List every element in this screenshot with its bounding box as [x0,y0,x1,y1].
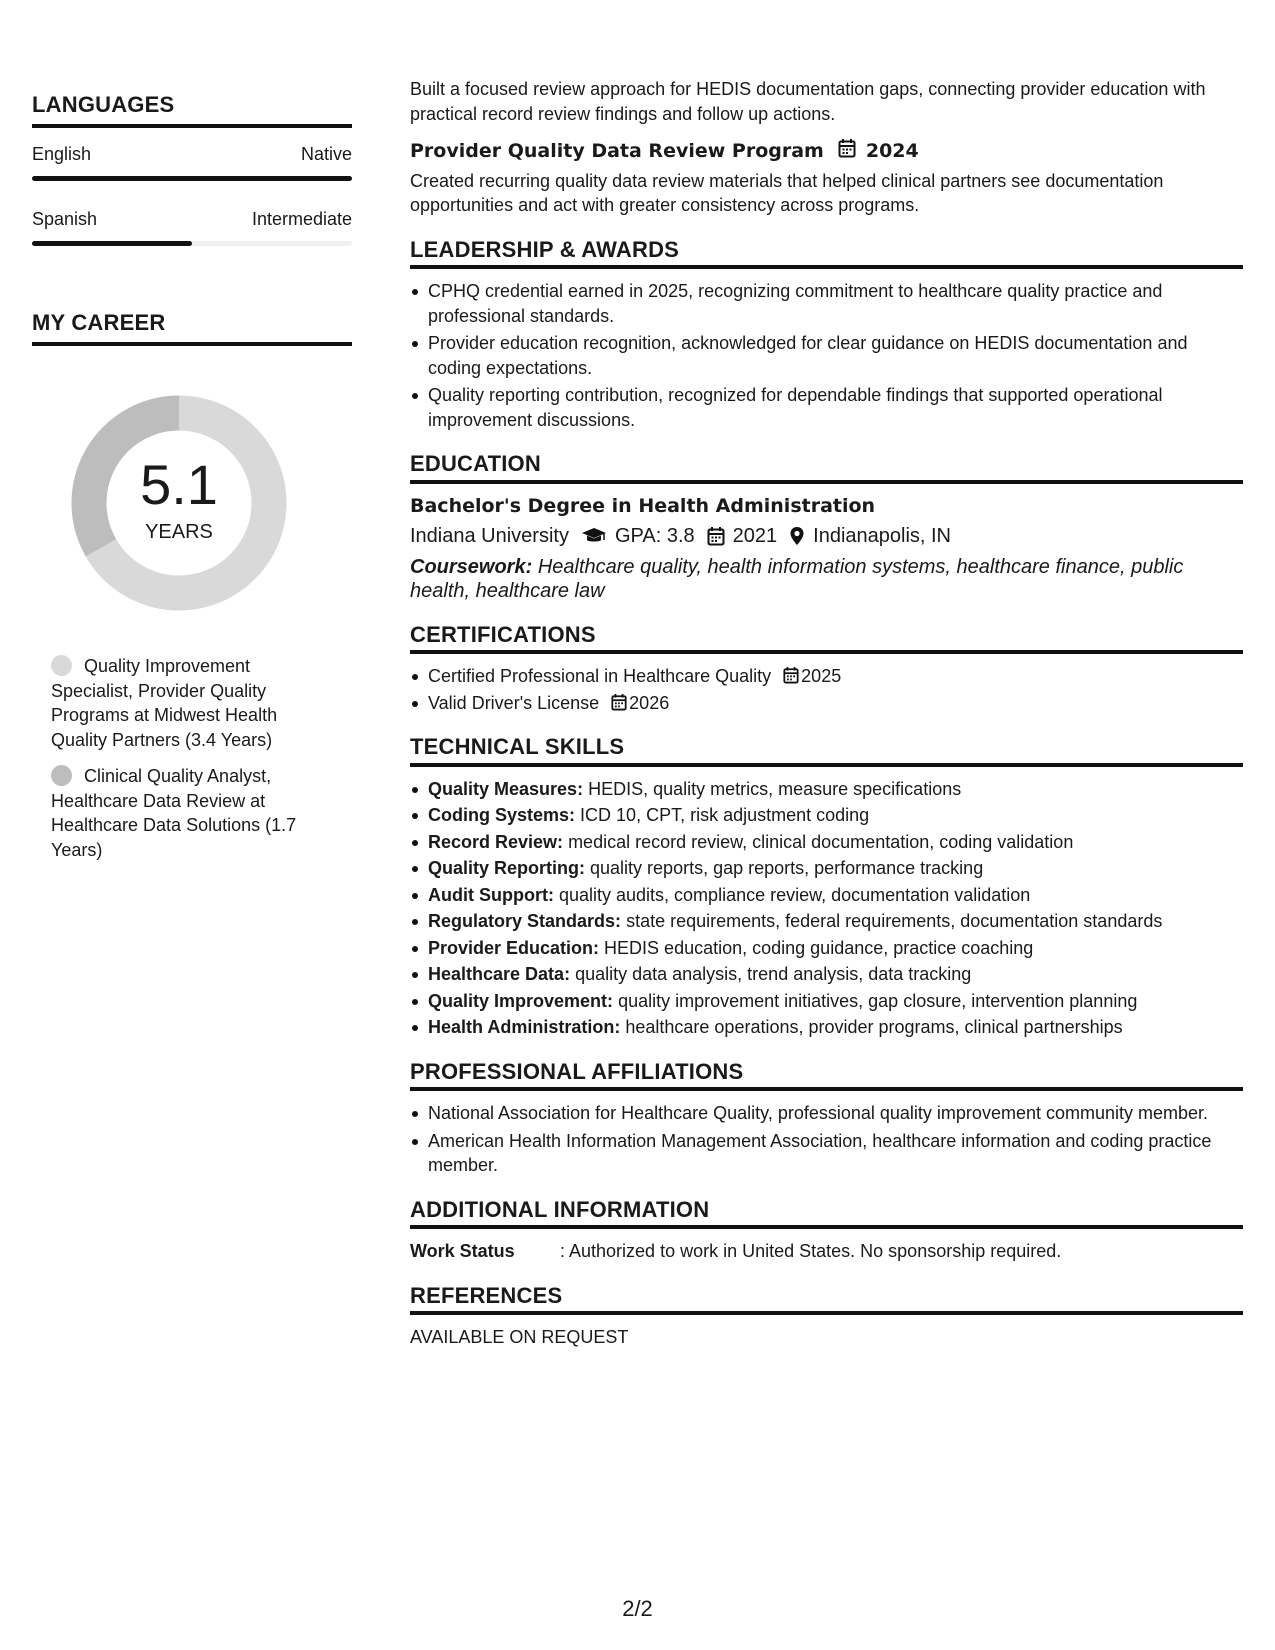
skill-label: Audit Support: [428,884,554,905]
skill-label: Healthcare Data: [428,964,571,984]
skill-value: quality data analysis, trend analysis, data tracking [575,964,972,984]
additional-info-section [410,1198,1243,1264]
certifications-list [410,664,1243,715]
references-section [410,1284,1243,1350]
list-item: Provider education recognition, acknowledged for clear guidance on HEDIS documentation and coding expectations. [428,331,1243,380]
skill-value: medical record review, clinical documentation, coding validation [568,831,1074,852]
skill-value: quality audits, compliance review, documentation validation [558,884,1031,905]
affiliations-list [410,1101,1243,1178]
career-legend [51,654,311,862]
skill-item [428,777,1243,802]
language-item [32,209,352,246]
calendar-icon [707,526,725,546]
legend-dot-icon [51,765,72,786]
skill-item [428,883,1243,908]
skill-value: ICD 10, CPT, risk adjustment coding [580,805,870,825]
skill-label: Health Administration: [428,1017,621,1037]
sidebar [32,92,352,874]
career-legend-text: Clinical Quality Analyst, Healthcare Data Review at Healthcare Data Solutions (1.7 Years) [51,766,297,860]
intro-paragraph: Built a focused review approach for HEDIS documentation gaps, connecting provider education with practical record review findings and follow up actions. [410,79,1206,124]
skill-item [428,803,1243,828]
education-year: 2021 [732,525,778,547]
list-item: Quality reporting contribution, recognized for dependable findings that supported operational improvement discussions. [428,383,1243,432]
skill-item [428,909,1243,934]
additional-info-heading: ADDITIONAL INFORMATION [410,1198,1243,1230]
skill-label: Regulatory Standards: [428,911,622,931]
career-legend-item [51,654,311,752]
work-status-label: Work Status [410,1241,515,1261]
skill-value: HEDIS education, coding guidance, practice coaching [604,937,1034,958]
certification-name: Valid Driver's License [428,692,600,713]
additional-info-row [410,1239,1243,1264]
skills-section [410,735,1243,1040]
skill-item [428,962,1243,987]
list-item [428,691,1243,716]
project-title-row [410,138,1243,165]
career-total-unit: YEARS [145,520,213,543]
education-degree: Bachelor's Degree in Health Administration [410,494,876,517]
list-item: CPHQ credential earned in 2025, recognizing commitment to healthcare quality practice and professional standards. [428,279,1243,328]
career-section [32,310,352,862]
education-heading: EDUCATION [410,452,1243,484]
project-description: Created recurring quality data review materials that helped clinical partners see documentation opportunities and act with greater consistency across programs. [410,170,1164,215]
career-donut-chart [64,388,294,618]
career-legend-item [51,764,311,862]
calendar-icon [611,693,627,711]
language-level: Native [300,144,352,164]
project-section [410,77,1243,218]
skill-value: healthcare operations, provider programs, clinical partnerships [625,1017,1123,1037]
language-proficiency-bar [32,176,352,181]
certification-year: 2026 [629,692,670,713]
language-proficiency-fill [32,176,352,181]
certification-year: 2025 [801,666,842,686]
skills-heading: TECHNICAL SKILLS [410,735,1243,767]
skill-label: Quality Reporting: [428,858,585,878]
skill-label: Quality Measures: [428,778,584,799]
skill-item [428,989,1243,1014]
leadership-heading: LEADERSHIP & AWARDS [410,238,1243,270]
language-proficiency-fill [32,241,192,246]
certifications-section [410,623,1243,716]
language-item [32,144,352,181]
references-text: AVAILABLE ON REQUEST [410,1327,629,1347]
skill-item [428,936,1243,961]
career-total-years: 5.1 [140,452,218,516]
education-section [410,452,1243,603]
skill-item [428,830,1243,855]
graduation-cap-icon [581,527,607,545]
map-pin-icon [789,526,805,546]
education-coursework [410,555,1243,603]
work-status-value: : Authorized to work in United States. No sponsorship required. [560,1241,1062,1261]
languages-heading: LANGUAGES [32,92,352,128]
education-location: Indianapolis, IN [813,525,952,547]
skills-list [410,777,1243,1040]
language-proficiency-bar [32,241,352,246]
career-legend-text: Quality Improvement Specialist, Provider Quality Programs at Midwest Health Quality Partners (3.4 Years) [51,656,278,750]
skill-value: state requirements, federal requirements, documentation standards [626,911,1163,931]
skill-label: Coding Systems: [428,805,576,825]
leadership-section [410,238,1243,433]
project-title: Provider Quality Data Review Program [410,140,824,162]
certifications-heading: CERTIFICATIONS [410,623,1243,655]
education-gpa: GPA: 3.8 [614,525,695,547]
main-content [410,77,1243,1370]
skill-label: Quality Improvement: [428,990,614,1011]
leadership-list [410,279,1243,432]
skill-value: quality improvement initiatives, gap closure, intervention planning [618,990,1138,1011]
language-name: English [32,144,92,164]
legend-dot-icon [51,655,72,676]
page-number: 2/2 [622,1596,653,1621]
skill-value: quality reports, gap reports, performance tracking [590,858,984,878]
project-year: 2024 [865,140,919,162]
career-heading: MY CAREER [32,310,352,346]
language-level: Intermediate [251,209,352,229]
skill-item [428,856,1243,881]
languages-section [32,92,352,246]
skill-label: Record Review: [428,831,564,852]
skill-value: HEDIS, quality metrics, measure specifications [588,778,962,799]
coursework-text: Healthcare quality, health information systems, healthcare finance, public health, healthcare law [410,555,1184,602]
coursework-label: Coursework: [410,555,533,578]
list-item [428,664,1243,689]
education-school: Indiana University [410,525,569,547]
affiliations-heading: PROFESSIONAL AFFILIATIONS [410,1060,1243,1092]
list-item: American Health Information Management Association, healthcare information and coding practice member. [428,1129,1243,1178]
language-list [32,144,352,246]
skill-label: Provider Education: [428,937,600,958]
education-meta [410,524,1243,549]
calendar-icon [783,666,799,684]
certification-name: Certified Professional in Healthcare Quality [428,666,772,686]
language-name: Spanish [32,209,98,229]
skill-item [428,1015,1243,1040]
calendar-icon [838,138,856,165]
affiliations-section [410,1060,1243,1178]
list-item: National Association for Healthcare Quality, professional quality improvement community member. [428,1101,1243,1126]
references-heading: REFERENCES [410,1284,1243,1316]
